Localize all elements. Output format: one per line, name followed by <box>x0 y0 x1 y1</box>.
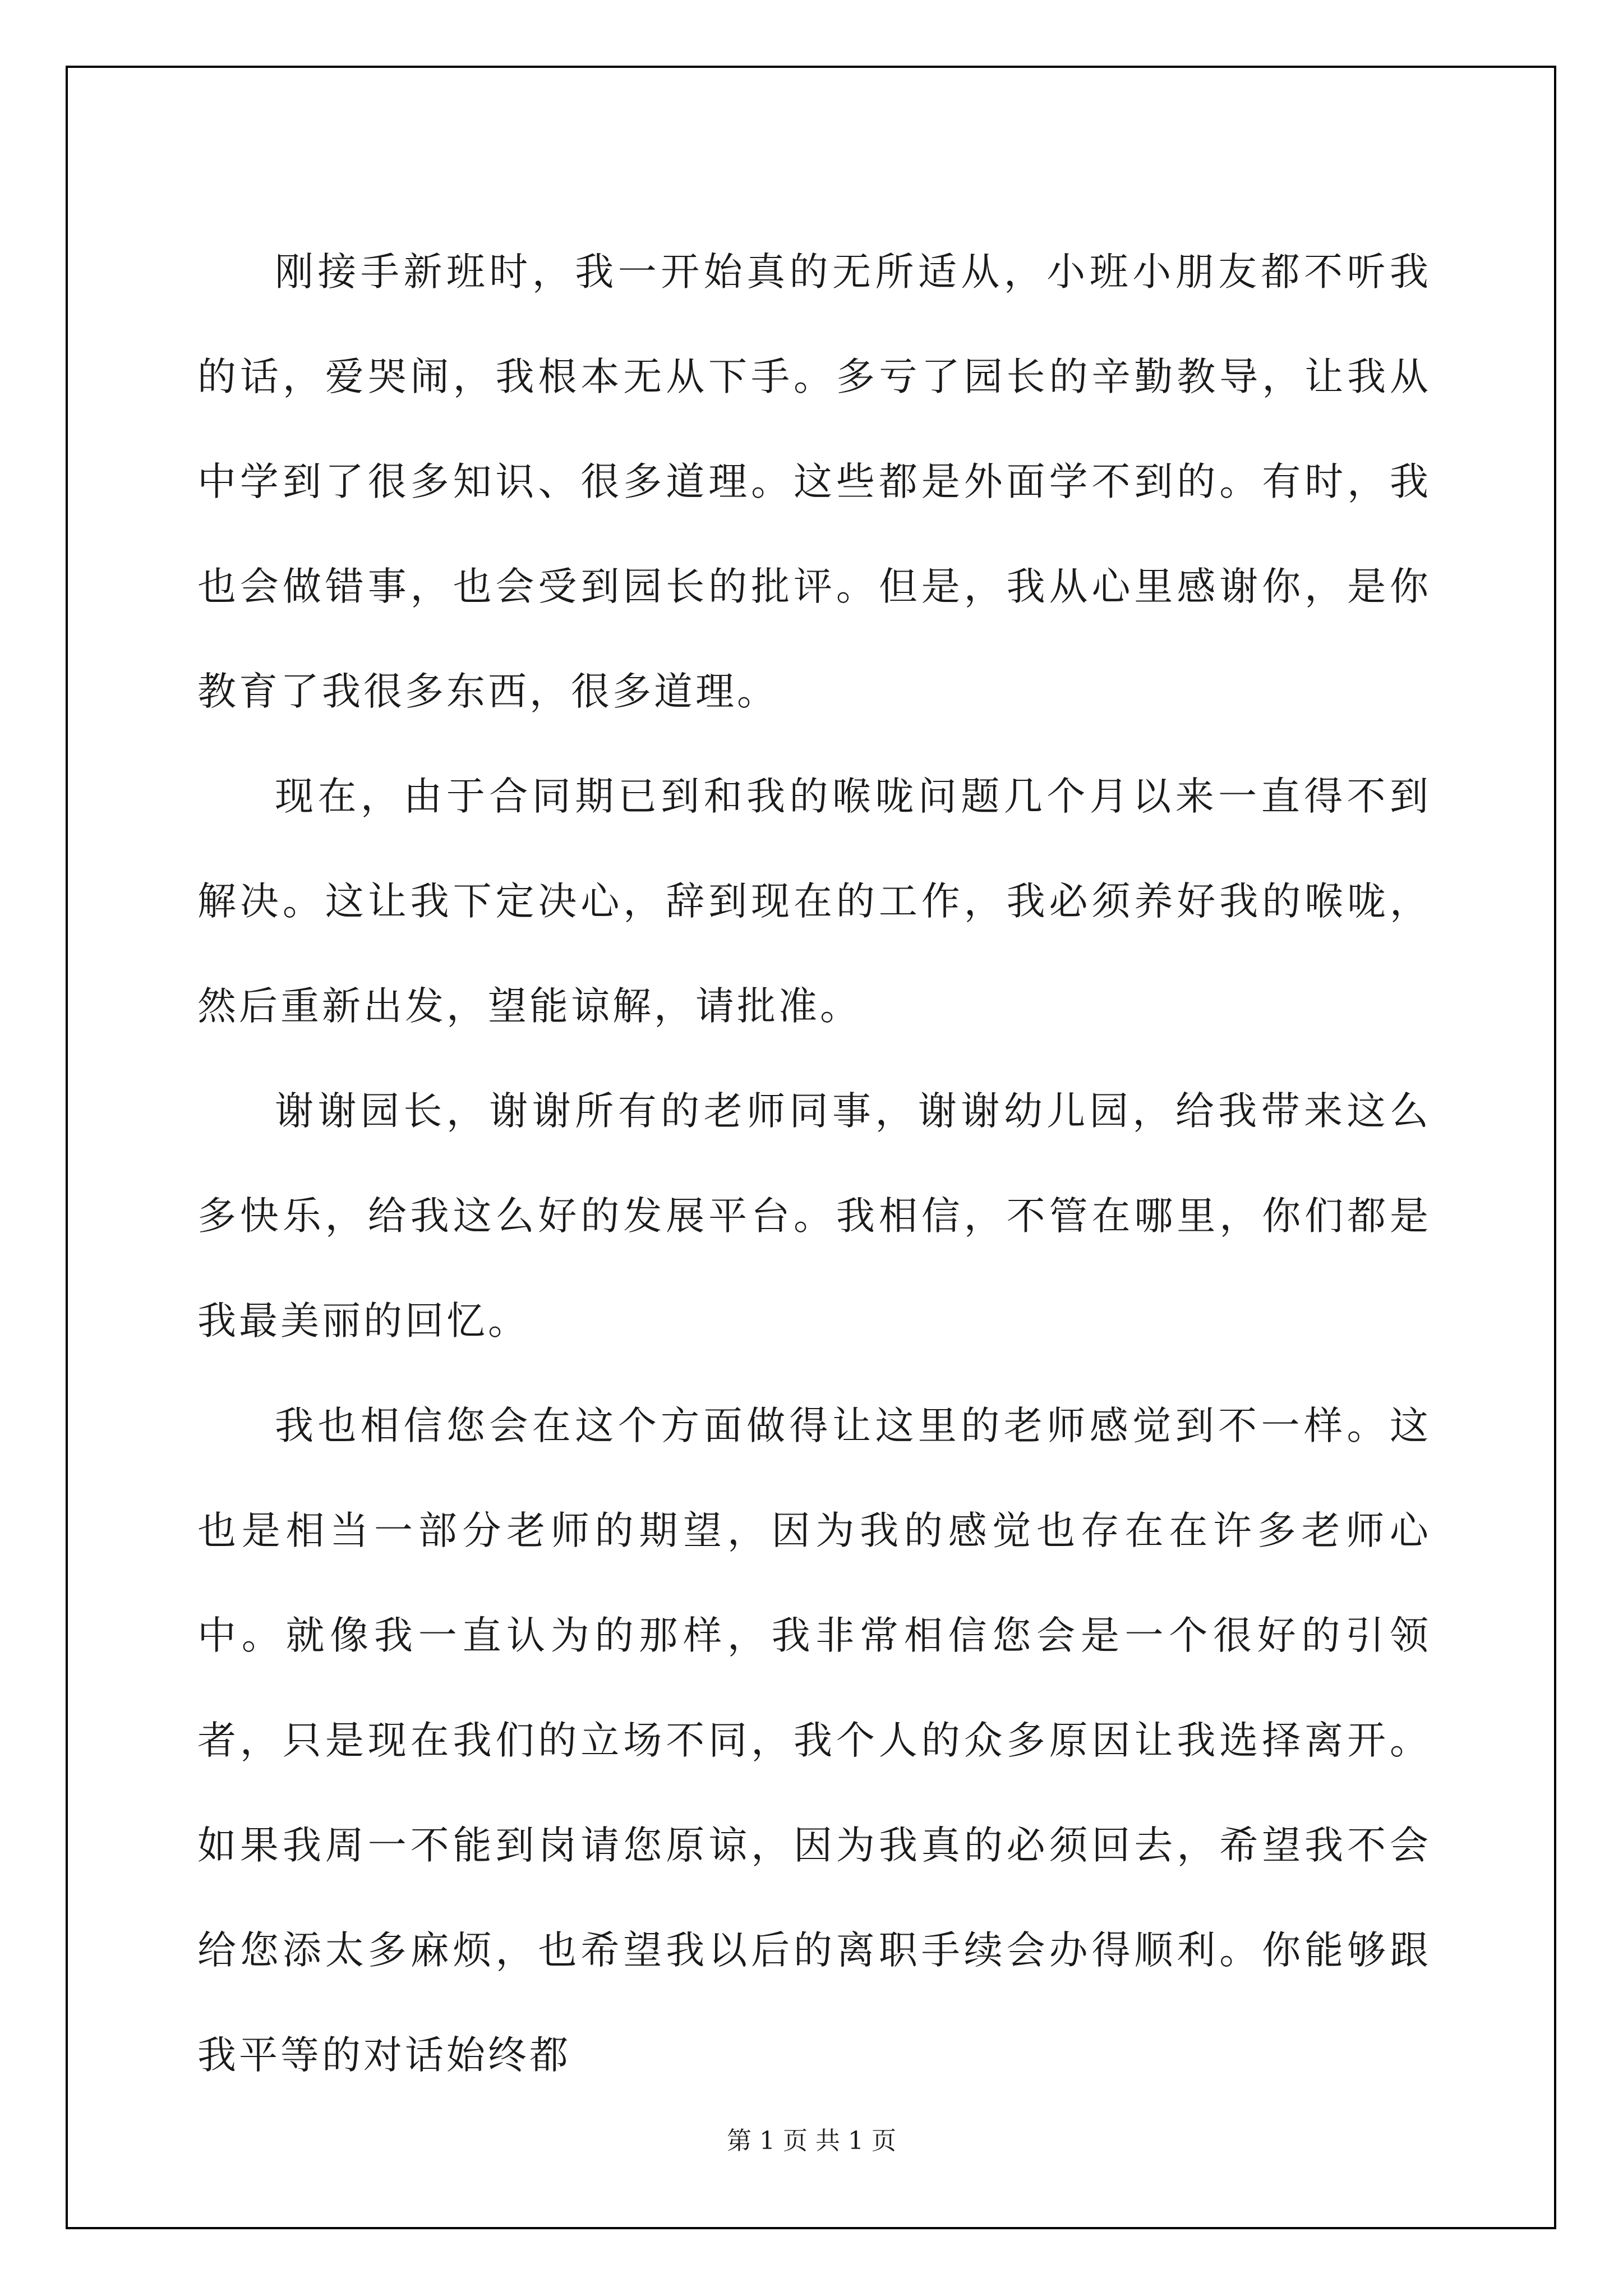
paragraph-1: 刚接手新班时，我一开始真的无所适从，小班小朋友都不听我的话，爱哭闹，我根本无从下手。多亏了园长的辛勤教导，让我从中学到了很多知识、很多道理。这些都是外面学不到的。有时，我也会做错事，也会受到园长的批评。但是，我从心里感谢你，是你教育了我很多东西，很多道理。 <box>197 250 1431 714</box>
paragraph-3: 谢谢园长，谢谢所有的老师同事，谢谢幼儿园，给我带来这么多快乐，给我这么好的发展平台。我相信，不管在哪里，你们都是我最美丽的回忆。 <box>197 1089 1431 1343</box>
document-body <box>197 220 1431 2108</box>
page-footer: 第 1 页 共 1 页 <box>727 2127 896 2155</box>
paragraph-2: 现在，由于合同期已到和我的喉咙问题几个月以来一直得不到解决。这让我下定决心，辞到现在的工作，我必须养好我的喉咙，然后重新出发，望能谅解，请批准。 <box>197 774 1431 1029</box>
paragraph-4: 我也相信您会在这个方面做得让这里的老师感觉到不一样。这也是相当一部分老师的期望，因为我的感觉也存在在许多老师心中。就像我一直认为的那样，我非常相信您会是一个很好的引领者，只是现在我们的立场不同，我个人的众多原因让我选择离开。如果我周一不能到岗请您原谅，因为我真的必须回去，希望我不会给您添太多麻烦，也希望我以后的离职手续会办得顺利。你能够跟我平等的对话始终都 <box>197 1404 1431 2078</box>
